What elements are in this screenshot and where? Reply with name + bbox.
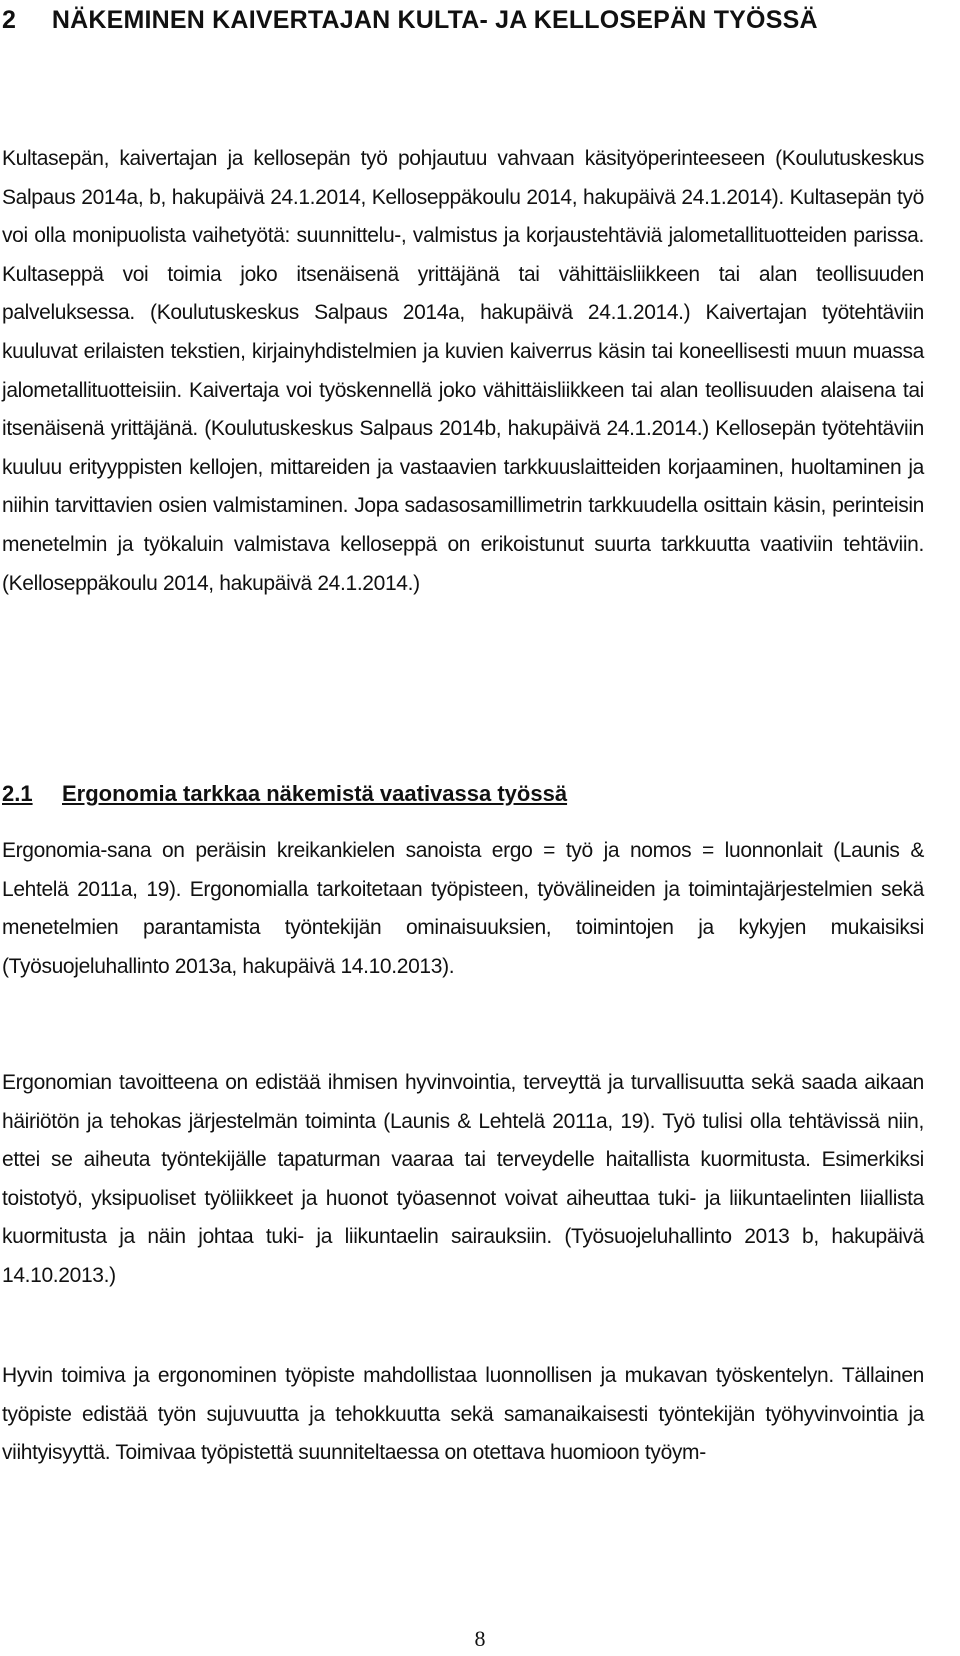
paragraph-ergonomics-definition: Ergonomia-sana on peräisin kreikankielen sanoista ergo = työ ja nomos = luonnonlait (Launis & Lehtelä 2011a, 19). Ergonomialla tarkoitetaan työpisteen, työvälineiden ja toimintajärjestelmien sekä menetelmien parantamista työntekijän ominaisuuksien, toimintojen ja kykyjen mukaisiksi (Työsuojeluhallinto 2013a, hakupäivä 14.10.2013). bbox=[2, 839, 924, 978]
paragraph-trade-descriptions: Kultasepän, kaivertajan ja kellosepän työ pohjautuu vahvaan käsityöperinteeseen (Koulutuskeskus Salpaus 2014a, b, hakupäivä 24.1.2014, Kelloseppäkoulu 2014, hakupäivä 24.1.2014). Kultasepän työ voi olla monipuolista vaihetyötä: suunnittelu-, valmistus ja korjaustehtäviä jalometallituotteiden parissa. Kultaseppä voi toimia joko itsenäisenä yrittäjänä tai vähittäisliikkeen tai alan teollisuuden palveluksessa. (Koulutuskeskus Salpaus 2014a, hakupäivä 24.1.2014.) Kaivertajan työtehtäviin kuuluvat erilaisten tekstien, kirjainyhdistelmien ja kuvien kaiverrus käsin tai koneellisesti muun muassa jalometallituotteisiin. Kaivertaja voi työskennellä joko vähittäisliikkeen tai alan teollisuuden alaisena tai itsenäisenä yrittäjänä. (Koulutuskeskus Salpaus 2014b, hakupäivä 24.1.2014.) Kellosepän työtehtäviin kuuluu erityyppisten kellojen, mittareiden ja vastaavien tarkkuuslaitteiden korjaaminen, huoltaminen ja niihin tarvittavien osien valmistaminen. Jopa sadasosamillimetrin tarkkuudella osittain käsin, perinteisin menetelmin ja työkaluin valmistava kelloseppä on erikoistunut suurta tarkkuutta vaativiin tehtäviin. (Kelloseppäkoulu 2014, hakupäivä 24.1.2014.) bbox=[2, 147, 924, 595]
chapter-heading bbox=[2, 4, 932, 36]
chapter-title: NÄKEMINEN KAIVERTAJAN KULTA- JA KELLOSEPÄN TYÖSSÄ bbox=[51, 6, 818, 34]
section-title: Ergonomia tarkkaa näkemistä vaativassa työssä bbox=[62, 781, 568, 806]
chapter-number: 2 bbox=[2, 6, 17, 34]
paragraph-workstation: Hyvin toimiva ja ergonominen työpiste mahdollistaa luonnollisen ja mukavan työskentelyn. Tällainen työpiste edistää työn sujuvuutta ja tehokkuutta sekä samanaikaisesti työntekijän työhyvinvointia ja viihtyisyyttä. Toimivaa työpistettä suunniteltaessa on otettava huomioon työym- bbox=[2, 1364, 924, 1465]
section-number: 2.1 bbox=[2, 781, 33, 806]
section-heading bbox=[2, 778, 567, 810]
page-number: 8 bbox=[474, 1626, 486, 1651]
paragraph-ergonomics-goals: Ergonomian tavoitteena on edistää ihmisen hyvinvointia, terveyttä ja turvallisuutta sekä saada aikaan häiriötön ja tehokas järjestelmän toiminta (Launis & Lehtelä 2011a, 19). Työ tulisi olla tehtävissä niin, ettei se aiheuta työntekijälle tapaturman vaaraa tai terveydelle haitallista kuormitusta. Esimerkiksi toistotyö, yksipuoliset työliikkeet ja huonot työasennot voivat aiheuttaa tuki- ja liikuntaelinten liiallista kuormitusta ja näin johtaa tuki- ja liikuntaelin sairauksiin. (Työsuojeluhallinto 2013 b, hakupäivä 14.10.2013.) bbox=[2, 1071, 924, 1287]
